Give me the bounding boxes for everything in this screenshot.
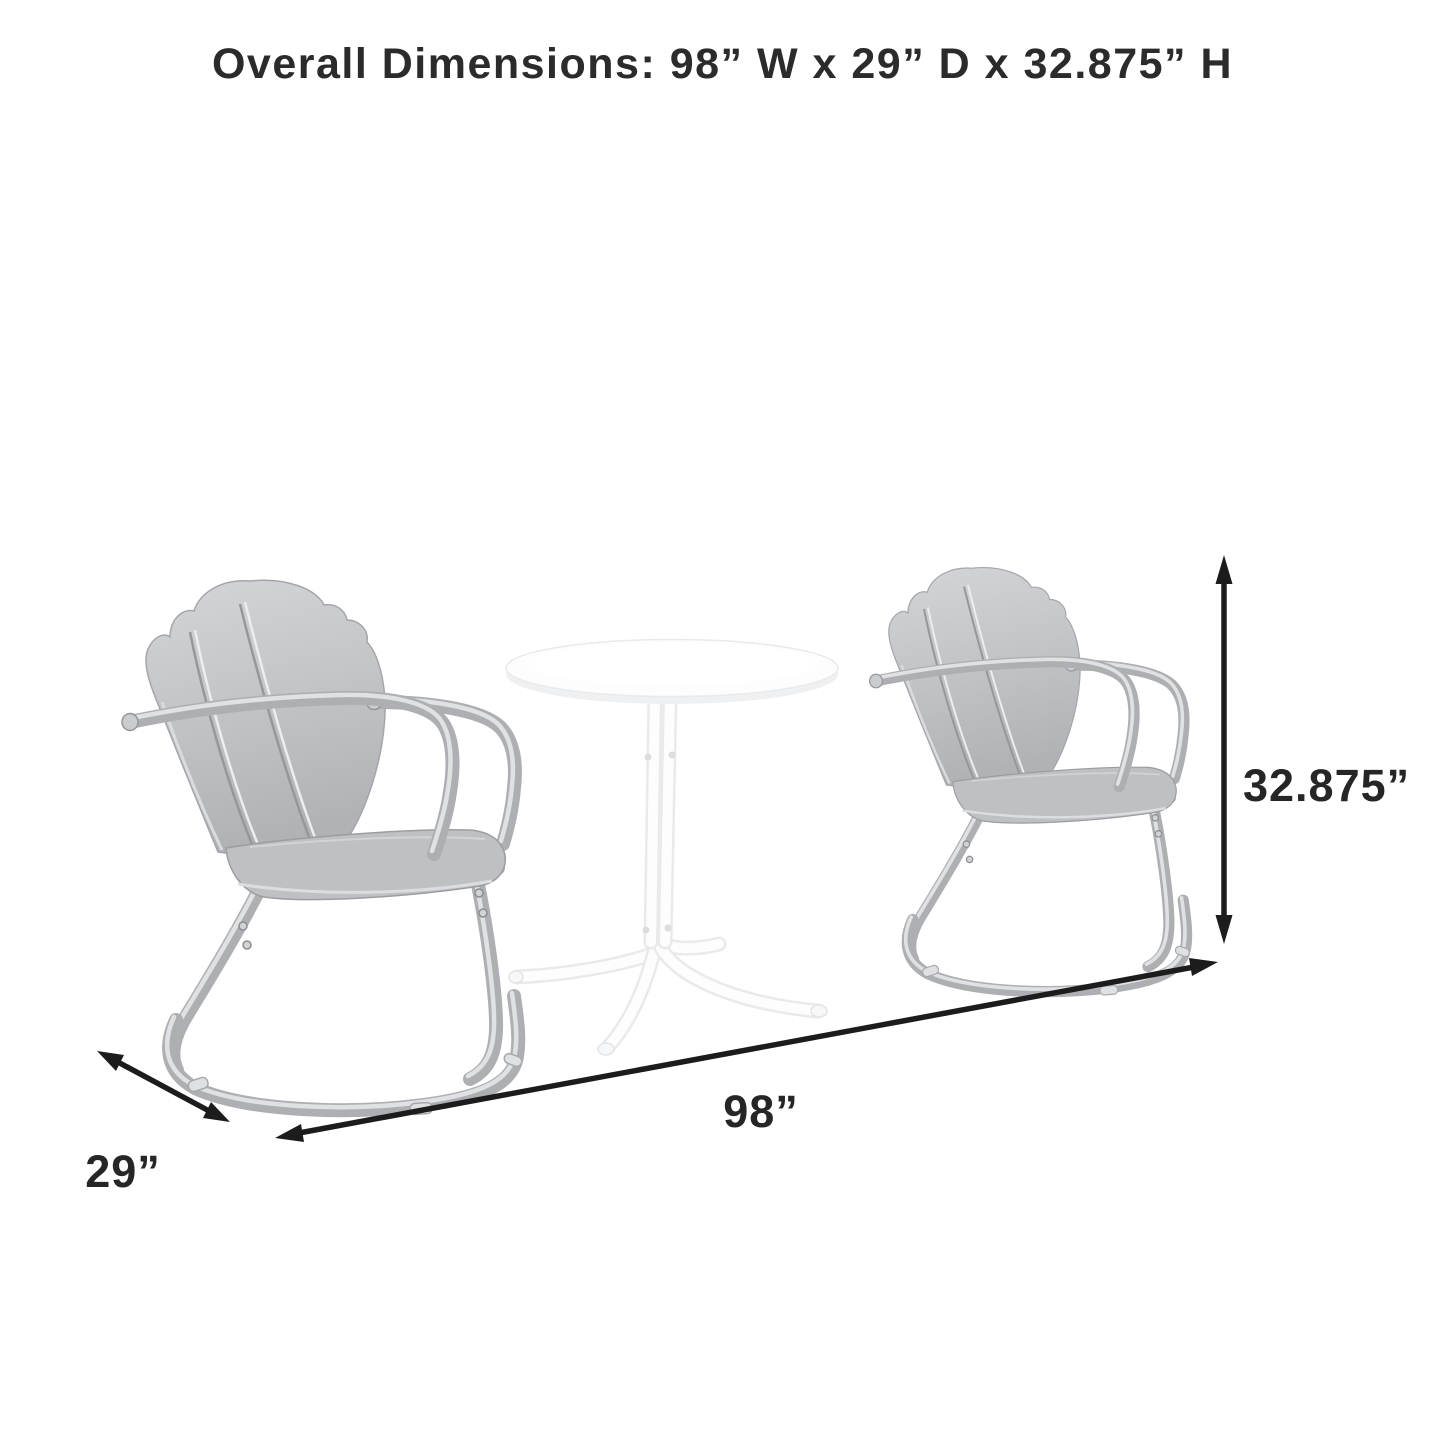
bistro-table-illustration [506,640,838,1056]
height-dimension-label: 32.875” [1243,760,1411,811]
width-dimension-label: 98” [723,1086,799,1137]
depth-dimension-label: 29” [85,1146,161,1197]
chair-right-illustration [870,568,1191,996]
depth-arrow [97,1051,230,1122]
chair-left-illustration [122,580,523,1114]
page-title: Overall Dimensions: 98” W x 29” D x 32.875” H [211,40,1234,88]
height-arrow [1216,555,1233,944]
